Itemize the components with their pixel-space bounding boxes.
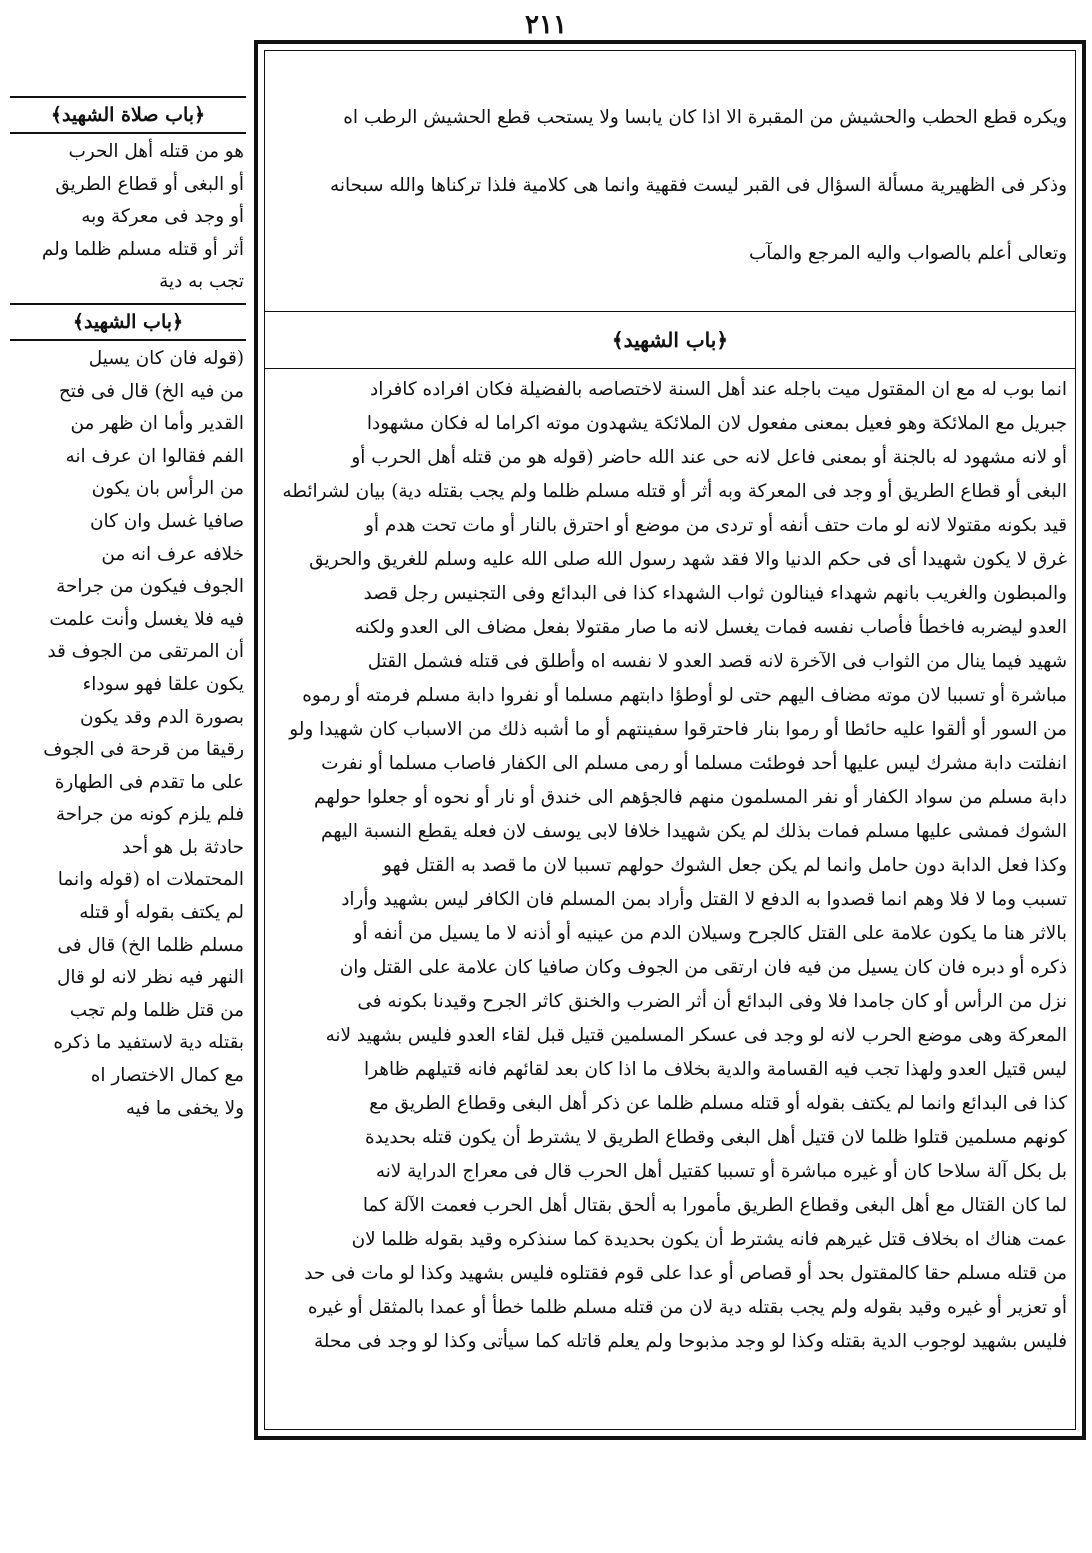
intro-line: وذكر فى الظهيرية مسألة السؤال فى القبر ليست فقهية وانما هى كلامية فلذا تركناها والله سبحانه [329, 175, 1067, 196]
side-section2-text [10, 341, 246, 1125]
main-text-inner-frame [264, 50, 1076, 1430]
side-line: من فيه الخ) قال فى فتح [58, 380, 244, 402]
side-line: خلافه عرف انه من [101, 543, 244, 565]
side-line: أو البغى أو قطاع الطريق [55, 173, 244, 195]
side-line: تجب به دية [159, 271, 244, 293]
side-line: صافيا غسل وان كان [89, 510, 244, 532]
body-line: انما بوب له مع ان المقتول ميت باجله عند أهل السنة لاختصاصه بالفضيلة فكان افراده كافراد [370, 379, 1067, 400]
side-line: هو من قتله أهل الحرب [68, 141, 244, 162]
body-line: العدو ليضربه فاخطأ فأصاب نفسه فمات يغسل لانه ما صار مقتولا بفعل مضاف الى العدو ولكنه [354, 617, 1067, 638]
side-line: من قتل ظلما ولم تجب [69, 999, 244, 1021]
chapter-divider-bottom [265, 368, 1075, 369]
side-section2-heading: ﴿باب الشهيد﴾ [10, 305, 246, 341]
body-line: من السور أو ألقوا عليه حائطا أو رموا بنار فاحترقوا سفينتهم أو ما أشبه ذلك من الاسباب كان شهيدا ولو [289, 719, 1067, 740]
body-line: الشوك فمشى عليها مسلم فمات بذلك لم يكن شهيدا خلافا لابى يوسف لان فعله يقطع النسبة اليهم [321, 821, 1067, 842]
body-line: قيد بكونه مقتولا لانه لو مات حتف أنفه أو تردى من موضع أو احترق بالنار أو مات تحت هدم أو [365, 515, 1067, 536]
body-line: لما كان القتال مع أهل البغى وقطاع الطريق مأمورا به ألحق بقتال أهل الحرب فعمت الآلة كما [362, 1195, 1067, 1216]
side-line: من الرأس بان يكون [91, 478, 244, 500]
body-line: والمبطون والغريب بانهم شهداء فينالون ثواب الشهداء كذا فى البدائع وفى التجنيس رجل قصد [363, 583, 1067, 604]
side-line: أثر أو قتله مسلم ظلما ولم [41, 238, 244, 260]
side-line: لم يكتف بقوله أو قتله [79, 902, 244, 924]
side-line: بقتله دية لاستفيد ما ذكره [53, 1032, 244, 1054]
intro-line: وتعالى أعلم بالصواب واليه المرجع والمآب [748, 243, 1067, 264]
main-text-frame [254, 40, 1086, 1440]
side-line: النهر فيه نظر لانه لو قال [57, 967, 244, 989]
body-line: وكذا فعل الدابة دون حامل وانما لم يكن جعل الشوك حولهم تسببا لان ما قصد به القتل فهو [382, 855, 1067, 876]
side-line: مسلم ظلما الخ) قال فى [57, 934, 244, 956]
side-line: رقيقا من قرحة فى الجوف [43, 739, 244, 761]
body-line: دابة مسلم من سواد الكفار أو نفر المسلمون منهم فالجؤهم الى خندق أو نار أو نحوه أو جعلوا حولهم [314, 787, 1067, 808]
side-line: حادثة بل هو أحد [121, 836, 244, 858]
side-line: المحتملات اه (قوله وانما [57, 869, 244, 891]
body-line: جبريل مع الملائكة وهو فعيل بمعنى مفعول لان الملائكة يشهدون موته اكراما له فكان مشهودا [366, 413, 1067, 434]
side-line: الجوف فيكون من جراحة [56, 576, 244, 598]
side-line: ولا يخفى ما فيه [125, 1097, 244, 1119]
side-line: القدير وأما ان ظهر من [70, 413, 244, 435]
body-line: من قتله مسلم حقا كالمقتول بحد أو قصاص أو عدا على قوم فقتلوه فليس بشهيد وكذا لو مات فى حد [304, 1263, 1067, 1284]
side-line: فيه فلا يغسل وأنت علمت [49, 608, 244, 630]
body-line: تسبب وما لا فلا وهم انما قصدوا به الدفع لا القتل وأراد بمن المسلم فان الكافر ليس بشهيد وأراد [341, 889, 1067, 910]
side-line: (قوله فان كان يسيل [88, 347, 244, 369]
intro-line: ويكره قطع الحطب والحشيش من المقبرة الا اذا كان يابسا ولا يستحب قطع الحشيش الرطب اه [343, 107, 1067, 128]
page-number: ٢١١ [525, 10, 567, 40]
side-line: الفم فقالوا ان عرف انه [65, 445, 244, 467]
side-line: أو وجد فى معركة وبه [81, 206, 244, 228]
side-line: مع كمال الاختصار اه [90, 1065, 244, 1087]
body-line: انفلتت دابة مشرك ليس عليها أحد فوطئت مسلما أو رمى مسلم الى الكفار فاصاب مسلما أو نفرت [321, 753, 1067, 774]
body-line: عمت هناك اه بخلاف قتل غيرهم فانه يشترط أن يكون بحديدة كما سنذكره وقيد بقوله ظلما لان [351, 1229, 1067, 1250]
body-line: بالاثر هنا ما يكون علامة على القتل كالجرح وسيلان الدم من عينيه أو أذنه لا ما يسيل من أنفه أو [353, 923, 1067, 944]
body-line: أو تعزير أو غيره وقيد بقوله ولم يجب بقتله دية لان من قتله مسلم ظلما خطأ أو عمدا بالمثقل أو غيره [307, 1297, 1067, 1318]
body-line: نزل من الرأس أو كان جامدا فلا وفى البدائع أن أثر الضرب والخنق كاثر الجرح وقيدنا بكونه فى [357, 991, 1067, 1012]
body-line: أو لانه مشهود له بالجنة أو بمعنى فاعل لانه حى عند الله حاضر (قوله هو من قتله أهل الحرب أو [351, 447, 1067, 468]
body-line: مباشرة أو تسببا لان موته مضاف اليهم حتى لو أوطؤا دابتهم مسلما أو نفروا دابة مسلم فرمته أو رموه [302, 685, 1067, 706]
body-line: غرق لا يكون شهيدا أى فى حكم الدنيا والا فقد شهد رسول الله صلى الله عليه وسلم للغريق والحريق [309, 549, 1067, 570]
side-line: يكون علقا فهو سوداء [82, 673, 244, 695]
body-line: ليس قتيل العدو ولهذا تجب فيه القسامة والدية بخلاف ما اذا كان بعد لقائهم فانه قتيلهم ظاهرا [363, 1059, 1067, 1080]
body-line: المعركة وهى موضع الحرب لانه لو وجد فى عسكر المسلمين قتيل قبل لقاء العدو فليس بشهيد لانه [325, 1025, 1067, 1046]
side-section1-heading: ﴿باب صلاة الشهيد﴾ [10, 96, 246, 134]
side-line: على ما تقدم فى الطهارة [54, 771, 244, 793]
side-line: أن المرتقى من الجوف قد [47, 641, 244, 663]
body-line: كذا فى البدائع وانما لم يكتف بقوله أو قتله مسلم ظلما عن ذكر أهل البغى وقطاع الطريق مع [369, 1093, 1067, 1114]
side-section1-text [10, 134, 246, 299]
body-paragraph [265, 373, 1075, 1359]
body-line: شهيد فيما ينال من الثواب فى الآخرة لانه قصد العدو لا نفسه اه وأطلق فى قتله فشمل القتل [367, 651, 1067, 672]
chapter-heading: ﴿باب الشهيد﴾ [611, 328, 729, 352]
side-commentary [10, 96, 246, 1125]
body-line: كونهم مسلمين قتلوا ظلما لان قتيل أهل البغى وقطاع الطريق لا يشترط أن يكون قتله بحديدة [364, 1127, 1067, 1148]
body-line: ذكره أو دبره فان كان يسيل من فيه فان ارتقى من الجوف وكان صافيا كان علامة على القتل وان [339, 957, 1067, 978]
body-line: فليس بشهيد لوجوب الدية بقتله وكذا لو وجد مذبوحا ولم يعلم قاتله كما سيأتى وكذا لو وجد فى محلة [313, 1331, 1067, 1352]
body-line: البغى أو قطاع الطريق أو وجد فى المعركة وبه أثر أو قتله مسلم ظلما ولم يجب بقتله دية) بيان لشرائطه [282, 481, 1067, 502]
intro-paragraph [265, 67, 1075, 305]
side-line: فلم يلزم كونه من جراحة [55, 804, 244, 826]
body-line: بل بكل آلة سلاحا كان أو غيره مباشرة أو تسببا كقتيل أهل الحرب قال فى معراج الدراية لانه [375, 1161, 1067, 1182]
side-line: بصورة الدم وقد يكون [80, 706, 244, 728]
